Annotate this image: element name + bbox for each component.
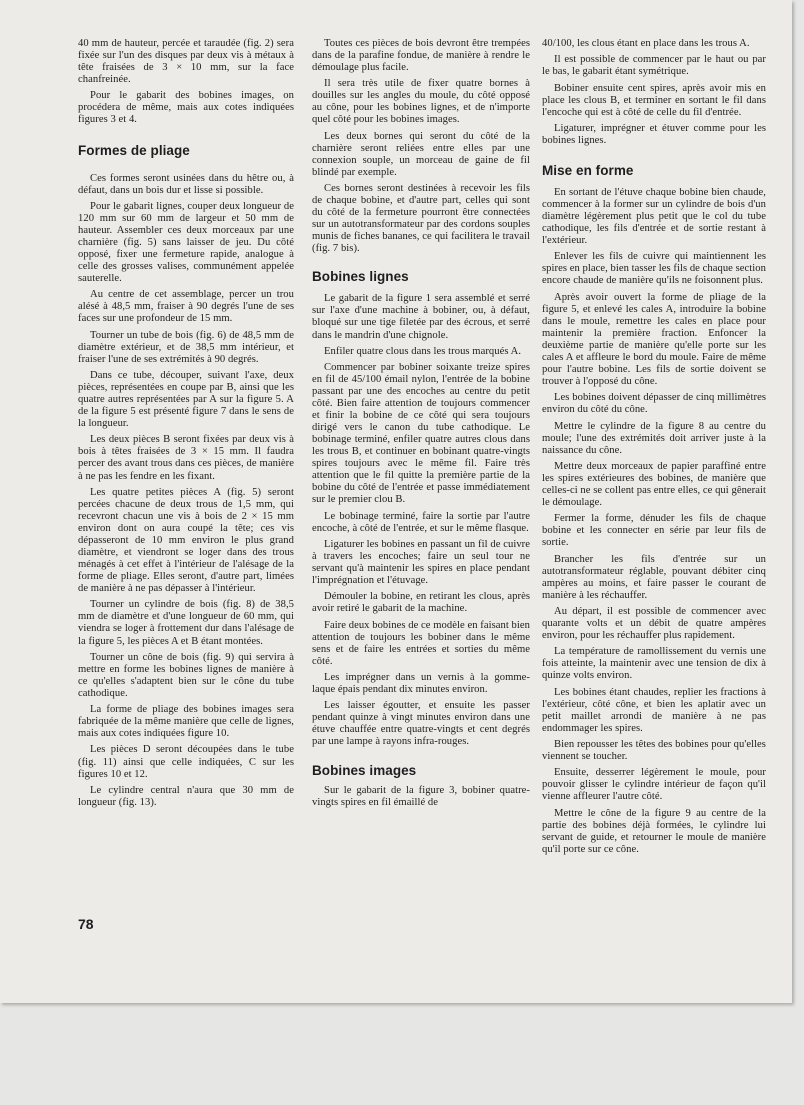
paragraph: Ces formes seront usinées dans du hêtre ou, à défaut, dans un bois dur et lisse si possible. [78,172,294,196]
text-column-3 [542,38,766,860]
paragraph: Pour le gabarit des bobines images, on procédera de même, mais aux cotes indiquées figures 3 et 4. [78,90,294,126]
text-column-1 [78,38,294,813]
paragraph: Mettre deux morceaux de papier paraffiné entre les spires extérieures des bobines, de manière que celles-ci ne se collent pas entre elles, ce qui gênerait le démoulage. [542,460,766,508]
paragraph: 40 mm de hauteur, percée et taraudée (fig. 2) sera fixée sur l'un des disques par deux vis à métaux à tête fraisées de 3 × 10 mm, sur la face chanfreinée. [78,38,294,86]
paragraph: Enlever les fils de cuivre qui maintiennent les spires en place, bien tasser les fils de chaque section encore chaude de manière qu'ils ne foisonnent plus. [542,251,766,287]
paragraph: Les bobines doivent dépasser de cinq millimètres environ du côté du cône. [542,392,766,416]
paragraph: Pour le gabarit lignes, couper deux longueur de 120 mm sur 60 mm de largeur et 50 mm de hauteur. Assembler ces deux morceaux par une charnière (fig. 5) sans laisser de jeu. Du côté opposé, fixer une fermeture rapide, analogue à celle des grosses valises, communément appelée sauterelle. [78,200,294,285]
section-heading-mise-en-forme: Mise en forme [542,162,634,178]
paragraph: Il est possible de commencer par le haut ou par le bas, le gabarit étant symétrique. [542,54,766,78]
paragraph: Après avoir ouvert la forme de pliage de la figure 5, et enlevé les cales A, introduire la bobine dans le moule, remettre les cales en place pour maintenir la première fraction. Enfoncer la deuxième partie de manière qu'elle porte sur les cales A et affleure le bord du moule. Faire de même pour l'autre bobine. Les fils de sortie doivent se trouver à l'opposé du cône. [542,291,766,388]
paragraph: Fermer la forme, dénuder les fils de chaque bobine et les connecter en série par leur fils de sortie. [542,513,766,549]
paragraph: Les deux bornes qui seront du côté de la charnière seront reliées entre elles par une connexion souple, un morceau de gaine de fil blindé par exemple. [312,130,530,178]
paragraph: Les bobines étant chaudes, replier les fractions à l'extérieur, côté cône, et bien les aplatir avec un petit maillet arrondi de manière à ne pas endommager les spires. [542,686,766,734]
paragraph: Tourner un cylindre de bois (fig. 8) de 38,5 mm de diamètre et d'une longueur de 60 mm, qui viendra se loger à frottement dur dans l'alésage de la figure 5, les pièces A et B étant montées. [78,599,294,647]
paragraph: Bobiner ensuite cent spires, après avoir mis en place les clous B, et terminer en sortant le fil dans l'encoche qui est à côté de celle du fil d'entrée. [542,82,766,118]
paragraph: Les pièces D seront découpées dans le tube (fig. 11) ainsi que celle indiquées, C sur les figures 10 et 12. [78,744,294,780]
section-heading-formes-de-pliage: Formes de pliage [78,142,190,158]
paragraph: Le gabarit de la figure 1 sera assemblé et serré sur l'axe d'une machine à bobiner, ou, à défaut, bloqué sur une tige filetée par des écrous, et serré dans le mandrin d'une chignole. [312,293,530,341]
section-heading-bobines-lignes: Bobines lignes [312,269,409,285]
paragraph: Au départ, il est possible de commencer avec quarante volts et un débit de quatre ampères environ, pour les réchauffer plus rapidement. [542,605,766,642]
paragraph: Il sera très utile de fixer quatre bornes à douilles sur les angles du moule, du côté opposé au cône, pour les bobines lignes, et de n'importe quel côté pour les bobines images. [312,78,530,126]
paragraph: Mettre le cylindre de la figure 8 au centre du moule; l'une des extrémités doit arriver juste à la naissance du cône. [542,420,766,456]
paragraph: La température de ramollissement du vernis une fois atteinte, la maintenir avec une tension de dix à quinze volts environ. [542,646,766,682]
paragraph: Dans ce tube, découper, suivant l'axe, deux pièces, représentées en coupe par B, ainsi que les quatre autres représentées par A sur la figure 5. A de la figure 5 est présenté figure 7 dans le sens de la longueur. [78,369,294,430]
paragraph: Faire deux bobines de ce modèle en faisant bien attention de toujours les bobiner dans le même sens et de faire les entrées et sorties du même côté. [312,619,530,667]
paragraph: Ligaturer les bobines en passant un fil de cuivre à travers les encoches; faire un seul tour ne servant qu'à maintenir les spires en place pendant l'imprégnation et l'étuvage. [312,539,530,587]
text-column-2 [312,38,530,813]
paragraph: Sur le gabarit de la figure 3, bobiner quatre-vingts spires en fil émaillé de [312,784,530,808]
paragraph: Toutes ces pièces de bois devront être trempées dans de la parafine fondue, de manière à rendre le démoulage plus facile. [312,38,530,74]
paragraph: Brancher les fils d'entrée sur un autotransformateur réglable, pouvant débiter cinq ampères au moins, et faire passer le courant de manière à les réchauffer. [542,553,766,601]
paragraph: Ensuite, desserrer légèrement le moule, pour pouvoir glisser le cylindre intérieur de façon qu'il vienne affleurer l'autre côté. [542,767,766,803]
paragraph: Ligaturer, imprégner et étuver comme pour les bobines lignes. [542,122,766,146]
page-number: 78 [78,916,94,932]
paragraph: Tourner un tube de bois (fig. 6) de 48,5 mm de diamètre extérieur, et de 38,5 mm intérieur, et fraiser l'une de ses extrémités à 90 degrés. [78,329,294,365]
paragraph: Bien repousser les têtes des bobines pour qu'elles viennent se toucher. [542,738,766,763]
paragraph: Enfiler quatre clous dans les trous marqués A. [324,345,522,357]
paragraph: Le cylindre central n'aura que 30 mm de longueur (fig. 13). [78,784,294,808]
paragraph: Le bobinage terminé, faire la sortie par l'autre encoche, à côté de l'entrée, et sur le même flasque. [312,510,530,534]
paragraph: La forme de pliage des bobines images sera fabriquée de la même manière que celle de lignes, mais aux cotes indiquées figure 10. [78,704,294,740]
paragraph: Tourner un cône de bois (fig. 9) qui servira à mettre en forme les bobines lignes de manière à ce qu'elles s'adaptent bien sur le cône du tube cathodique. [78,651,294,699]
paragraph: Les laisser égoutter, et ensuite les passer pendant quinze à vingt minutes environ dans une étuve chauffée entre quatre-vingts et cent degrés par une lampe à rayons infra-rouges. [312,700,530,748]
paragraph: Mettre le cône de la figure 9 au centre de la partie des bobines déjà formées, le cylindre lui servant de guide, et retourner le moule de manière qu'il porte sur ce cône. [542,807,766,855]
paragraph: Les quatre petites pièces A (fig. 5) seront percées chacune de deux trous de 1,5 mm, qui recevront chacun une vis à bois de 2 × 15 mm environ dont on aura coupé la tête; ces vis dépasseront de 10 mm environ le plus grand diamètre, et viendront se loger dans des trous ménagés à cet effet à l'intérieur de l'alésage de la forme de pliage. Elles seront, d'autre part, limées de manière à ne pas dépasser à l'intérieur. [78,486,294,595]
paragraph: Les imprégner dans un vernis à la gomme-laque épais pendant dix minutes environ. [312,672,530,696]
paragraph: Ces bornes seront destinées à recevoir les fils de chaque bobine, et d'autre part, celles qui sont du côté de la fermeture pourront être connectées sur un autotransformateur par des cordons souples munis de fiches bananes, ce qui facilitera le travail (fig. 7 bis). [312,183,530,255]
paragraph: Les deux pièces B seront fixées par deux vis à bois à têtes fraisées de 3 × 15 mm. Il faudra percer des avant trous dans ces pièces, de manière à ne pas les fendre en les fixant. [78,434,294,482]
section-heading-bobines-images: Bobines images [312,762,417,778]
paragraph: Commencer par bobiner soixante treize spires en fil de 45/100 émail nylon, l'entrée de la bobine passant par une des encoches au centre du petit côté. Bien faire attention de toujours commencer et finir la bobine de ce côté qui sera toujours dirigé vers le canon du tube cathodique. Le bobinage terminé, enfiler quatre autres clous dans les trous B, et continuer en bobinant quatre-vingts spires toujours avec le même fil. Faire très attention que le fil quitte la première partie de la bobine du côté de l'entrée et passe immédiatement sur le premier clou B. [312,361,530,506]
paragraph: En sortant de l'étuve chaque bobine bien chaude, commencer à la former sur un cylindre de bois d'un diamètre légèrement plus petit que le col du tube cathodique, les fils d'entrée et de sortie restant à l'extérieur. [542,186,766,247]
paragraph: Au centre de cet assemblage, percer un trou alésé à 48,5 mm, fraiser à 90 degrés l'une de ses faces sur une profondeur de 15 mm. [78,289,294,325]
paragraph: Démouler la bobine, en retirant les clous, après avoir retiré le gabarit de la machine. [312,591,530,615]
paragraph: 40/100, les clous étant en place dans les trous A. [542,38,750,49]
